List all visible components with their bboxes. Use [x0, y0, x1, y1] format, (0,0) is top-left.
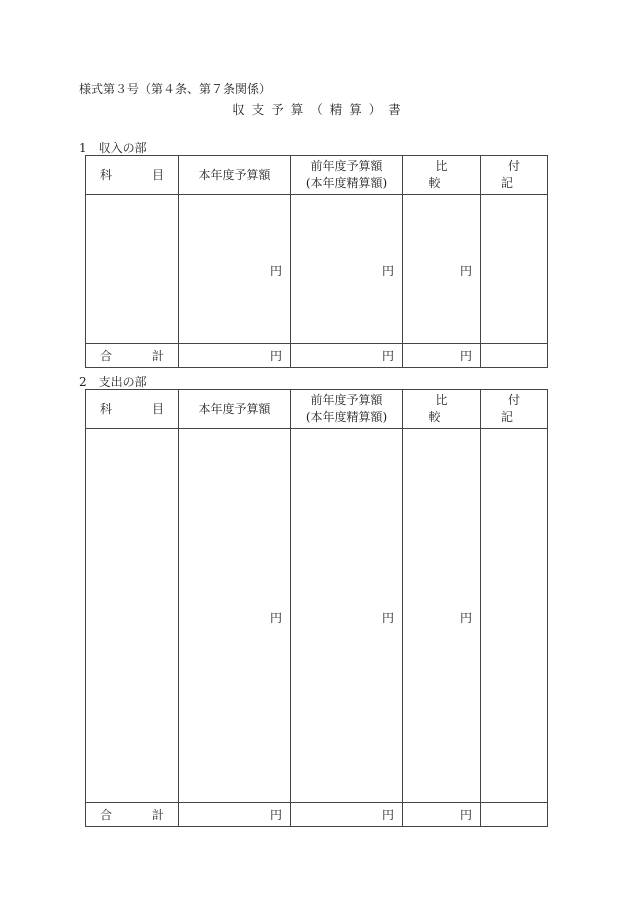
document-title-text: 収支予算（精算）書 — [232, 102, 408, 117]
expense-total-row — [86, 803, 548, 827]
income-header-current-budget: 本年度予算額 — [179, 156, 291, 195]
income-note-cell[interactable] — [481, 195, 548, 344]
expense-total-compare[interactable]: 円 — [403, 803, 481, 827]
expense-header-note: 付 記 — [481, 390, 548, 429]
expense-body-row — [86, 429, 548, 803]
income-header-subject: 科 目 — [86, 156, 179, 195]
income-prev-budget-cell[interactable]: 円 — [291, 195, 403, 344]
expense-subject-cell[interactable] — [86, 429, 179, 803]
form-number: 様式第３号（第４条、第７条関係） — [79, 82, 272, 96]
income-header-prev-budget — [291, 156, 403, 195]
income-compare-cell[interactable]: 円 — [403, 195, 481, 344]
income-table — [85, 155, 561, 368]
income-subject-cell[interactable] — [86, 195, 179, 344]
income-total-row — [86, 344, 548, 368]
document-title — [0, 100, 630, 118]
expense-current-budget-cell[interactable]: 円 — [179, 429, 291, 803]
income-header-compare: 比 較 — [403, 156, 481, 195]
expense-note-cell[interactable] — [481, 429, 548, 803]
income-header-row — [86, 156, 548, 195]
income-total-compare[interactable]: 円 — [403, 344, 481, 368]
expense-header-row — [86, 390, 548, 429]
income-header-prev-budget-line1: 前年度予算額 — [310, 159, 383, 173]
income-total-label: 合 計 — [86, 344, 179, 368]
income-body-row — [86, 195, 548, 344]
expense-header-prev-budget-line1: 前年度予算額 — [310, 393, 383, 407]
expense-prev-budget-cell[interactable]: 円 — [291, 429, 403, 803]
expense-header-prev-budget-line2: (本年度精算額) — [305, 410, 388, 424]
expense-header-subject: 科 目 — [86, 390, 179, 429]
expense-table — [85, 389, 561, 827]
expense-total-label: 合 計 — [86, 803, 179, 827]
income-total-note[interactable] — [481, 344, 548, 368]
expense-header-compare: 比 較 — [403, 390, 481, 429]
income-header-prev-budget-line2: (本年度精算額) — [305, 176, 388, 190]
expense-total-current-budget[interactable]: 円 — [179, 803, 291, 827]
income-header-note: 付 記 — [481, 156, 548, 195]
income-total-current-budget[interactable]: 円 — [179, 344, 291, 368]
expense-header-prev-budget — [291, 390, 403, 429]
expense-section-label: 2 支出の部 — [79, 375, 147, 389]
income-section-label: 1 収入の部 — [79, 141, 147, 155]
expense-header-current-budget: 本年度予算額 — [179, 390, 291, 429]
income-total-prev-budget[interactable]: 円 — [291, 344, 403, 368]
income-current-budget-cell[interactable]: 円 — [179, 195, 291, 344]
expense-total-prev-budget[interactable]: 円 — [291, 803, 403, 827]
expense-compare-cell[interactable]: 円 — [403, 429, 481, 803]
expense-total-note[interactable] — [481, 803, 548, 827]
